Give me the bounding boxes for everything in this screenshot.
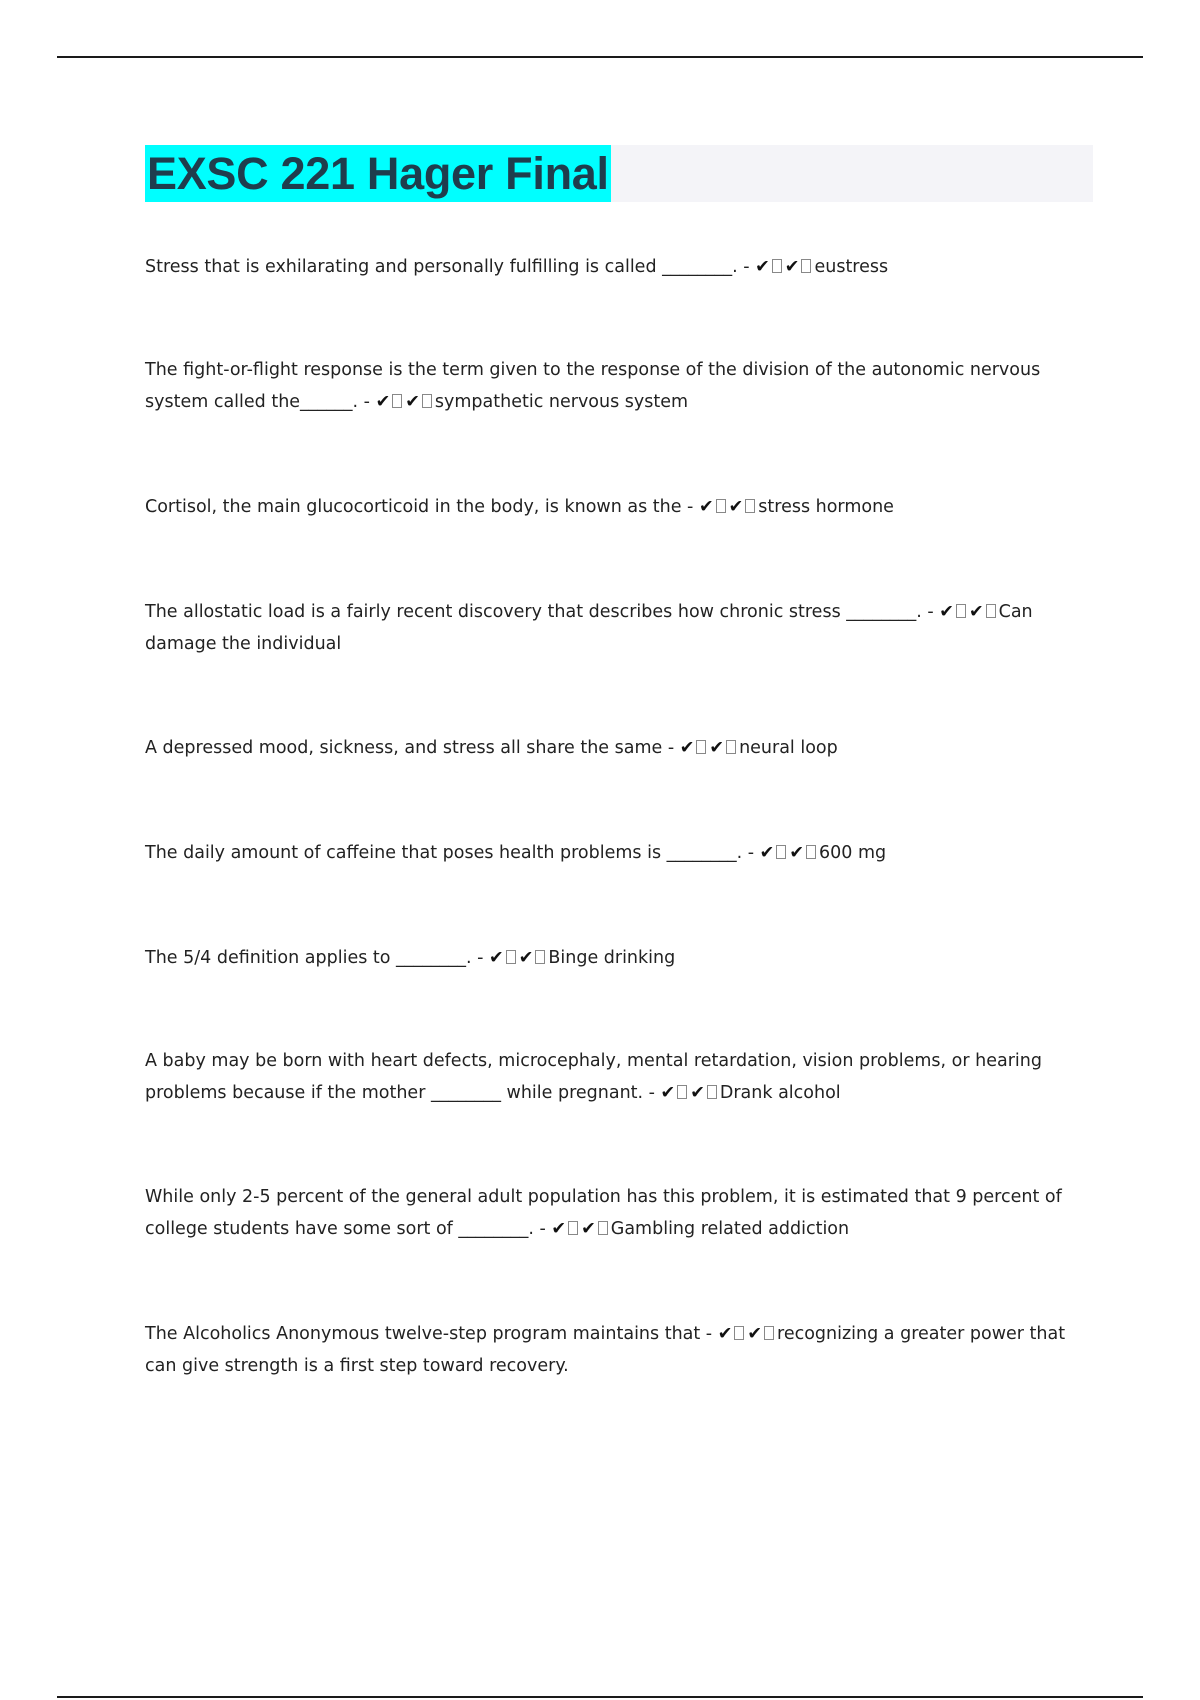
box-icon [764,1326,774,1340]
box-icon [776,845,786,859]
answer-text: neural loop [739,738,838,758]
check-icon: ✔ [784,257,800,277]
qa-item-1 [145,251,1090,283]
check-icon: ✔ [405,392,420,412]
check-icon: ✔ [690,1083,705,1103]
box-icon [677,1085,687,1099]
qa-item-9 [145,1181,1090,1245]
qa-item-5 [145,732,1090,764]
check-icon: ✔ [679,738,695,758]
box-icon [726,740,736,754]
qa-item-4 [145,596,1090,660]
answer-marker [939,602,998,622]
check-icon: ✔ [717,1324,733,1344]
answer-marker [760,843,819,863]
box-icon [535,950,545,964]
answer-marker [699,497,758,517]
box-icon [772,259,782,273]
question-text: A depressed mood, sickness, and stress all share the same - [145,738,680,758]
answer-text: Binge drinking [548,948,676,968]
question-text: The fight-or-flight response is the term given to the response of the division of the autonomic nervous system called the______. - [145,360,1041,412]
answer-text: Gambling related addiction [610,1219,850,1239]
check-icon: ✔ [939,602,954,622]
box-icon [707,1085,717,1099]
check-icon: ✔ [551,1219,567,1239]
answer-text: sympathetic nervous system [434,392,689,412]
check-icon: ✔ [755,257,770,277]
qa-item-6 [145,837,1090,869]
document-title: EXSC 221 Hager Final [145,145,611,202]
box-icon [956,604,966,618]
check-icon: ✔ [698,497,714,517]
question-text: A baby may be born with heart defects, microcephaly, mental retardation, vision problems, or hearing problems because if the mother ________ while pregnant. - [145,1051,1042,1103]
answer-marker [489,948,548,968]
box-icon [422,394,432,408]
box-icon [734,1326,744,1340]
box-icon [392,394,402,408]
answer-marker [376,392,435,412]
question-text: While only 2-5 percent of the general adult population has this problem, it is estimated that 9 percent of college students have some sort of ________. - [145,1187,1062,1239]
bottom-rule [57,1696,1143,1698]
check-icon: ✔ [518,948,534,968]
box-icon [598,1221,608,1235]
box-icon [986,604,996,618]
answer-text: 600 mg [818,843,887,863]
qa-item-10 [145,1318,1090,1382]
qa-item-3 [145,491,1090,523]
answer-marker [680,738,739,758]
question-text: Cortisol, the main glucocorticoid in the body, is known as the - [145,497,699,517]
answer-text: Drank alcohol [719,1083,841,1103]
check-icon: ✔ [581,1219,596,1239]
check-icon: ✔ [660,1083,676,1103]
answer-marker [661,1083,720,1103]
answer-text: eustress [814,257,889,277]
question-text: The allostatic load is a fairly recent discovery that describes how chronic stress ________. - [145,602,940,622]
box-icon [716,499,726,513]
question-text: The daily amount of caffeine that poses health problems is ________. - [145,843,760,863]
check-icon: ✔ [375,392,391,412]
check-icon: ✔ [759,843,775,863]
box-icon [806,845,816,859]
answer-marker [551,1219,610,1239]
answer-marker [718,1324,777,1344]
check-icon: ✔ [709,738,725,758]
qa-item-7 [145,942,1090,974]
question-text: The 5/4 definition applies to ________. - [145,948,490,968]
answer-text: stress hormone [758,497,894,517]
check-icon: ✔ [789,843,804,863]
box-icon [696,740,706,754]
question-text: Stress that is exhilarating and personally fulfilling is called ________. - [145,257,756,277]
answer-text: recognizing a greater power that can give strength is a first step toward recovery. [145,1324,1066,1376]
check-icon: ✔ [747,1324,763,1344]
check-icon: ✔ [489,948,504,968]
check-icon: ✔ [728,497,744,517]
check-icon: ✔ [968,602,984,622]
box-icon [745,499,755,513]
box-icon [568,1221,578,1235]
question-text: The Alcoholics Anonymous twelve-step program maintains that - [145,1324,718,1344]
answer-marker [755,257,814,277]
box-icon [506,950,516,964]
answer-text: Can damage the individual [145,602,1033,654]
box-icon [801,259,811,273]
top-rule [57,56,1143,58]
qa-item-8 [145,1045,1090,1109]
qa-item-2 [145,354,1090,418]
